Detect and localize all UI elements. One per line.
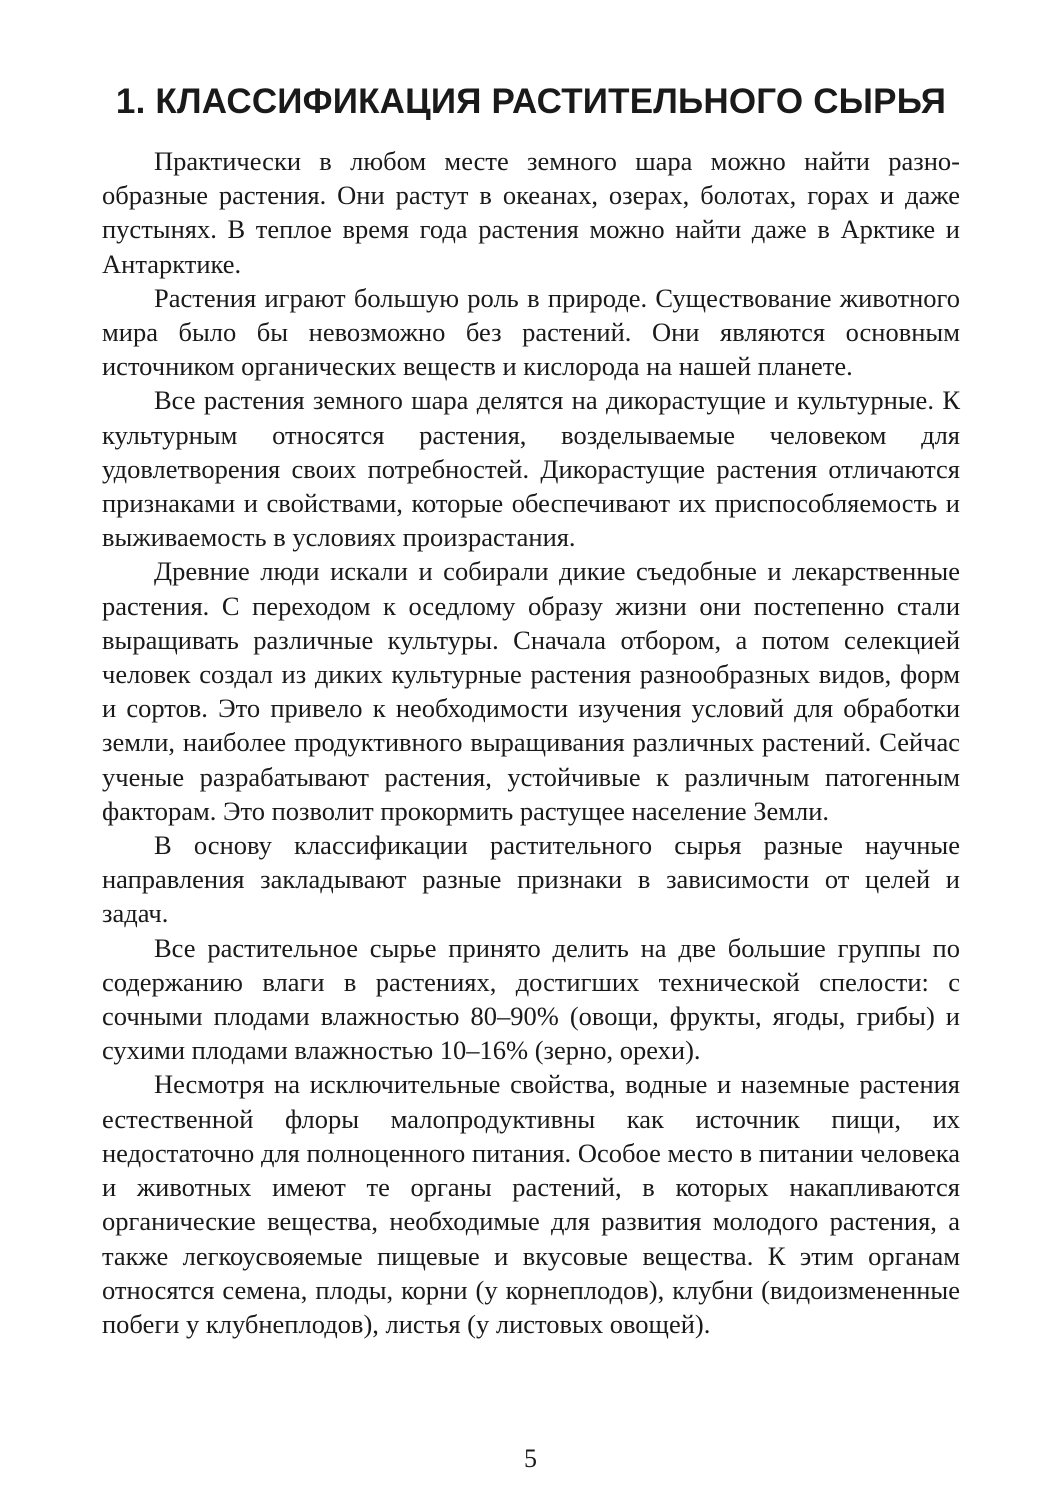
paragraph: Все растительное сырье принято делить на две большие группы по содержанию влаги в растениях, достигших технической спелости: с сочными плодами влажностью 80–90% (овощи, фрукты, ягоды, грибы) и сухими плодами влажностью 10–16% (зерно, орехи). <box>102 932 960 1066</box>
paragraph: Все растения земного шара делятся на дикорастущие и культурные. К культурным относятся растения, возделываемые человеком для удовлетворения своих потребностей. Дикорастущие растения отличаются признаками и свойствами, которые обеспечивают их приспособляемость и выживаемость в условиях произрастания. <box>102 385 960 553</box>
paragraph: Растения играют большую роль в природе. Существование животного мира было бы невозможно без растений. Они являются основным источником органических веществ и кислорода на нашей планете. <box>102 282 960 382</box>
paragraph: Практически в любом месте земного шара можно найти разнообразные растения. Они растут в океанах, озерах, болотах, горах и даже пустынях. В теплое время года растения можно найти даже в Арктике и Антарктике. <box>102 146 960 279</box>
paragraph: В основу классификации растительного сырья разные научные направления закладывают разные признаки в зависимости от целей и задач. <box>102 830 960 929</box>
paragraph: Несмотря на исключительные свойства, водные и наземные растения естественной флоры малопродуктивны как источник пищи, их недостаточно для полноценного питания. Особое место в питании человека и животных имеют те органы растений, в которых накапливаются органические вещества, необходимые для развития молодого растения, а также легкоусвояемые пищевые и вкусовые вещества. К этим органам относятся семена, плоды, корни (у корнеплодов), клубни (видоизмененные побеги у клубнеплодов), листья (у листовых овощей). <box>102 1069 960 1339</box>
page-number: 5 <box>524 1444 537 1473</box>
paragraph: Древние люди искали и собирали дикие съедобные и лекарственные растения. С переходом к оседлому образу жизни они постепенно стали выращивать различные культуры. Сначала отбором, а потом селекцией человек создал из диких культурные растения разнообразных видов, форм и сортов. Это привело к необходимости изучения условий для обработки земли, наиболее продуктивного выращивания различных растений. Сейчас ученые разрабатывают растения, устойчивые к различным патогенным факторам. Это позволит прокормить растущее население Земли. <box>102 556 960 826</box>
chapter-body <box>102 144 960 1341</box>
chapter-title: 1. КЛАССИФИКАЦИЯ РАСТИТЕЛЬНОГО СЫРЬЯ <box>115 82 947 121</box>
book-page <box>102 70 960 1470</box>
